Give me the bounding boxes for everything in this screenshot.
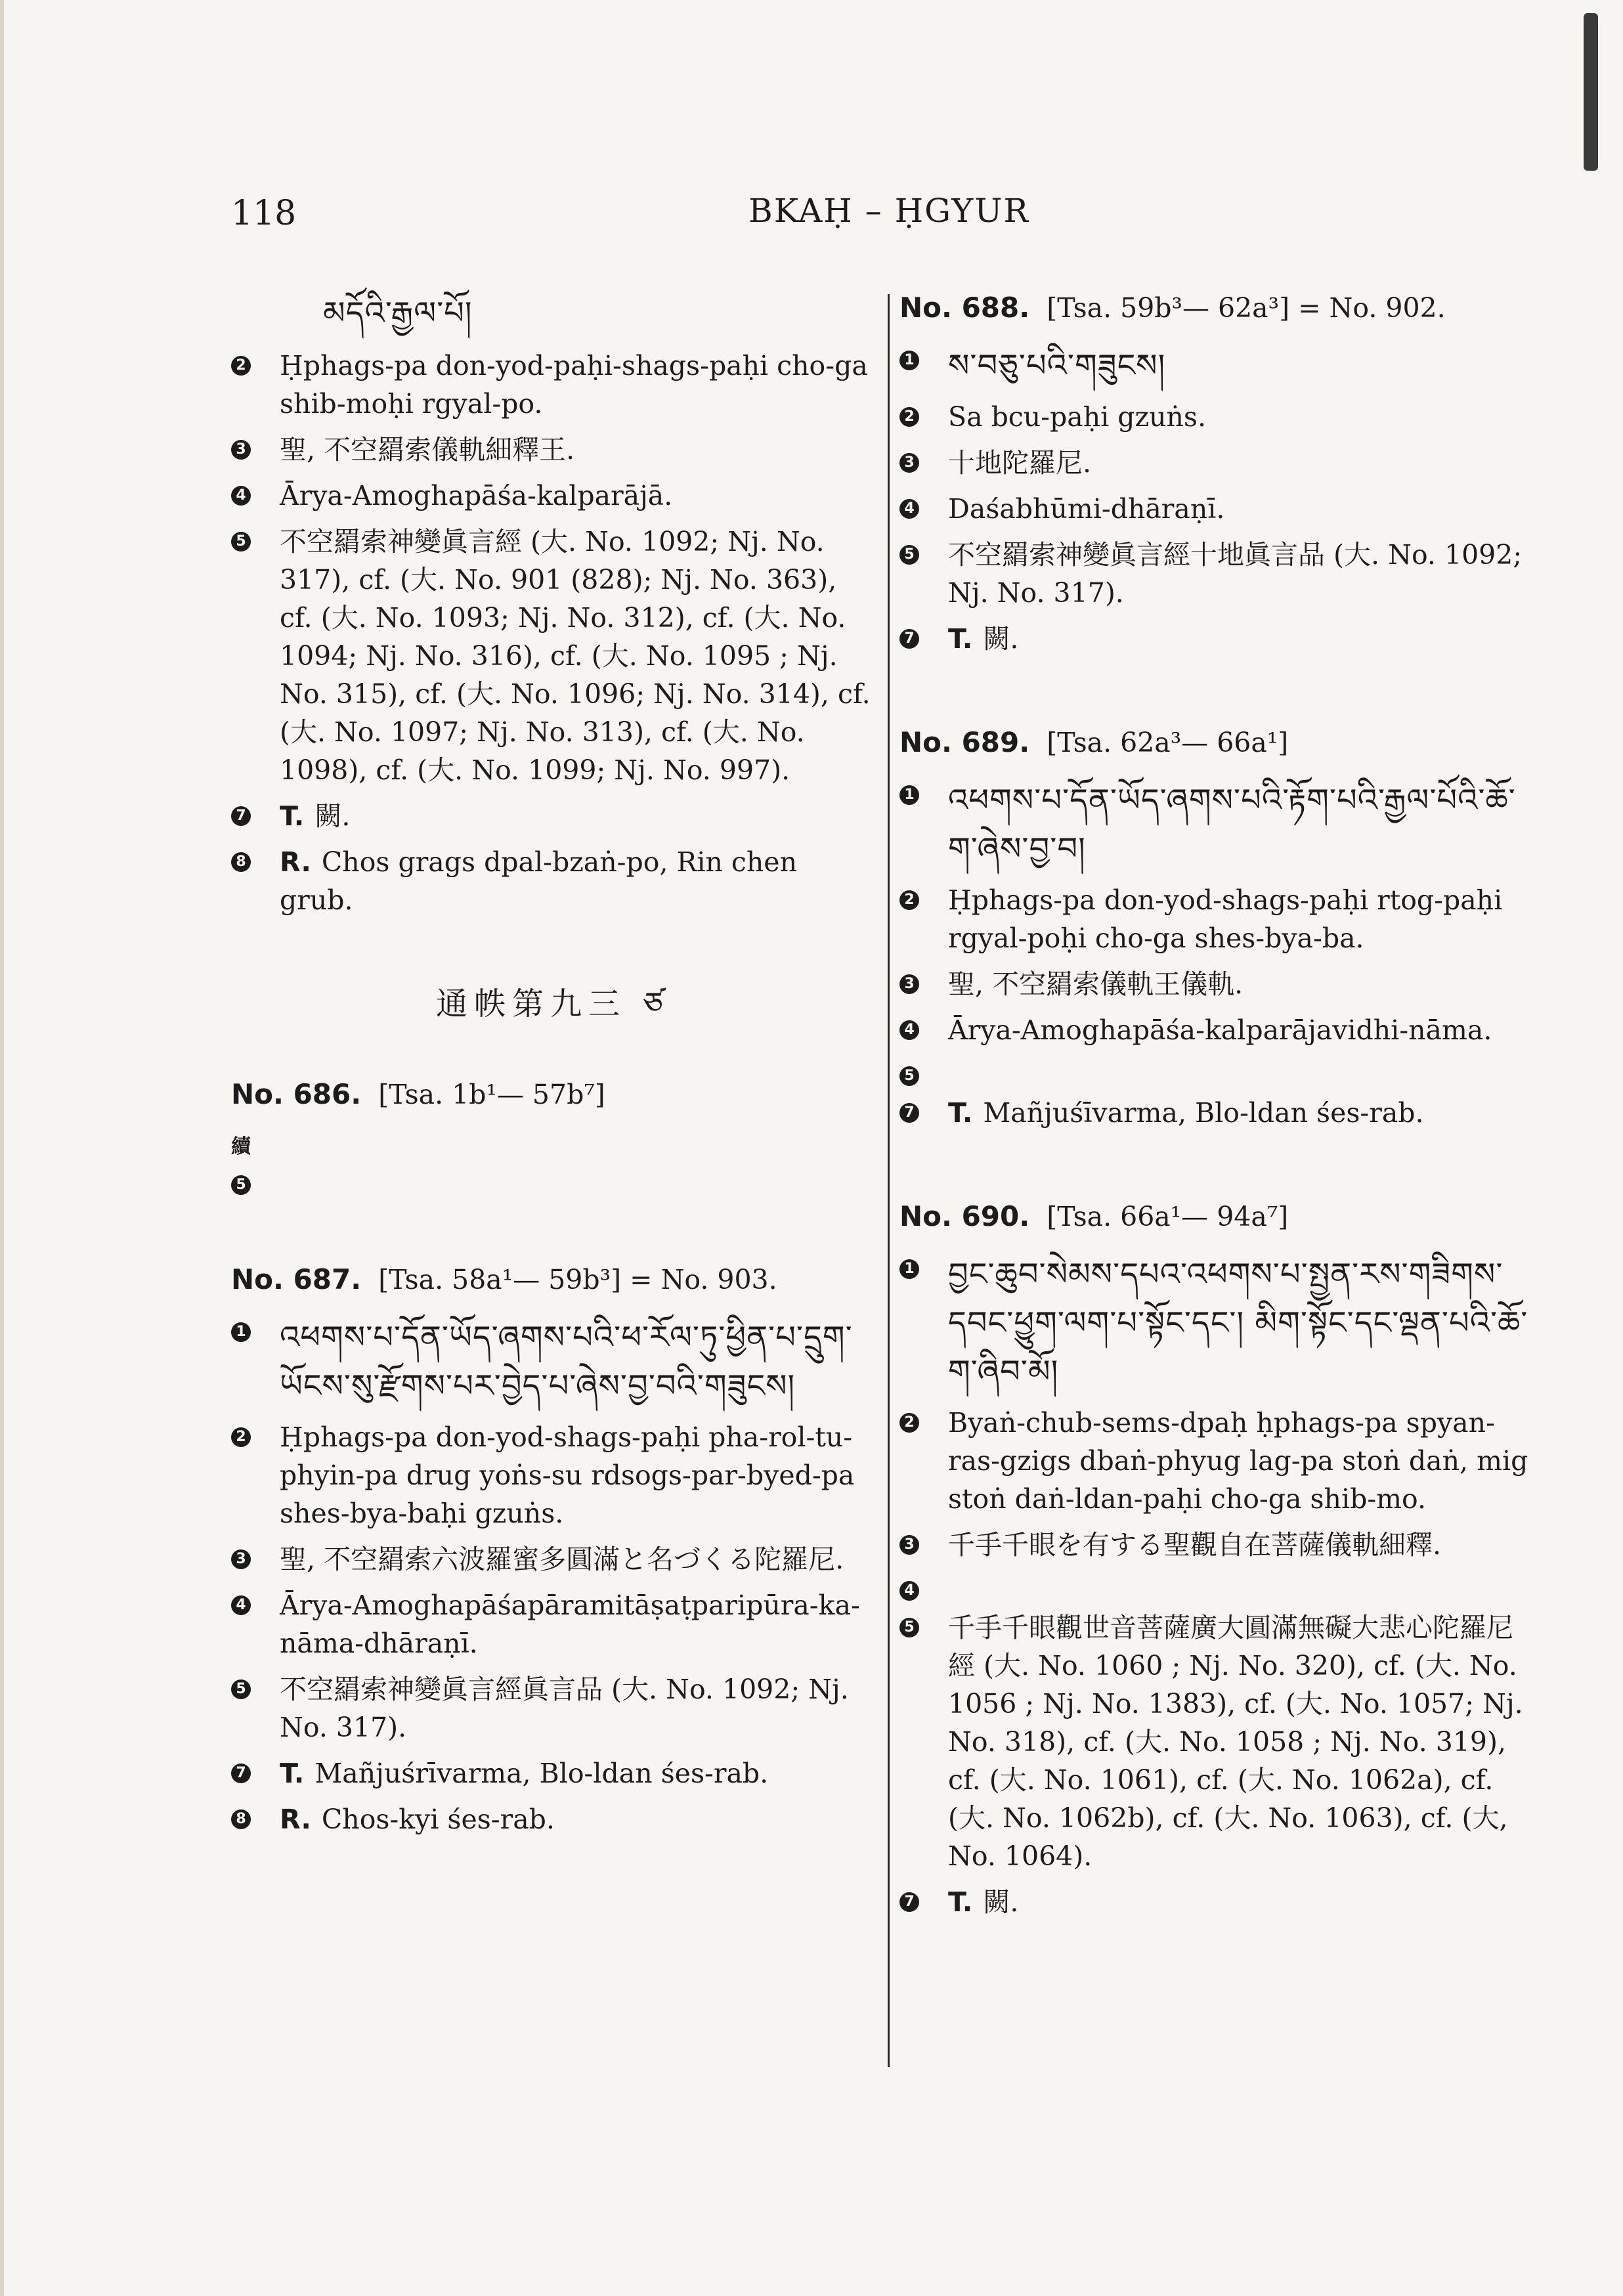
item-text [948, 776, 1530, 873]
role-label: T. [948, 1097, 973, 1129]
entry-item [899, 398, 1530, 436]
entry-item [231, 477, 875, 515]
item-number-badge: 3 [899, 974, 919, 994]
item-text [280, 347, 875, 423]
entry-reference: [Tsa. 1b¹— 57b⁷] [378, 1079, 605, 1110]
entry-item [899, 1011, 1530, 1049]
entry-item [899, 776, 1530, 873]
entry-header [231, 1261, 875, 1299]
item-content: Ḥphags-pa don-yod-shags-paḥi rtog-paḥi rgyal-poḥi cho-ga shes-bya-ba. [948, 884, 1503, 954]
entry-item [231, 1670, 875, 1746]
entry-item [231, 1418, 875, 1532]
entry-number: No. 687. [231, 1263, 362, 1295]
section-heading: 通帙第九三 ཙ [436, 986, 670, 1022]
item-content: Chos grags dpal-bzaṅ-po, Rin chen grub. [280, 846, 797, 916]
item-number-badge: 7 [231, 1764, 251, 1783]
item-text [948, 965, 1530, 1003]
item-text [948, 1094, 1530, 1132]
entry-685-continued [231, 347, 875, 919]
item-content: Mañjuśrīvarma, Blo-ldan śes-rab. [314, 1758, 769, 1789]
item-content: 聖, 不空羂索儀軌細釋王. [280, 434, 575, 466]
entry-number: No. 690. [899, 1200, 1030, 1232]
role-label: R. [280, 846, 311, 878]
item-text [280, 1800, 875, 1838]
entry-item [899, 341, 1530, 390]
entry-item [899, 1057, 1530, 1086]
item-text [280, 1313, 875, 1410]
item-content: 不空羂索神變眞言經 (大. No. 1092; Nj. No. 317), cf. (大. No. 901 (828); Nj. No. 363), cf. (大. No. 1093; Nj. No. 312), cf. (大. No. 1094; Nj. No. 316), cf. (大. No. 1095 ; Nj. No. 315), cf. (大. No. 1096; Nj. No. 314), cf. (大. No. 1097; Nj. No. 313), cf. (大. No. 1098), cf. (大. No. 1099; Nj. No. 997). [280, 526, 871, 786]
item-text [280, 1418, 875, 1532]
item-number-badge: 5 [231, 1679, 251, 1699]
entry-number: No. 686. [231, 1078, 362, 1110]
item-text [280, 431, 875, 469]
item-content: བྱང་ཆུབ་སེམས་དཔའ་འཕགས་པ་སྤྱན་རས་གཟིགས་དབང་ཕྱུག་ལག་པ་སྟོང་དང༌། མིག་སྟོང་དང་ལྡན་པའི་ཆོ་ག་ཞིབ་མོ། [948, 1256, 1528, 1390]
entry-number: No. 688. [899, 292, 1030, 324]
entry-688 [899, 289, 1530, 658]
entry-689 [899, 724, 1530, 1132]
item-number-badge: 4 [231, 1595, 251, 1615]
column-rule [888, 294, 890, 2067]
item-content: Byaṅ-chub-sems-dpaḥ ḥphags-pa spyan-ras-gzigs dbaṅ-phyug lag-pa stoṅ daṅ, mig stoṅ daṅ-ldan-paḥi cho-ga shib-mo. [948, 1407, 1528, 1515]
item-text [948, 444, 1530, 482]
item-number-badge: 3 [899, 1535, 919, 1555]
item-content: 闕. [983, 1886, 1019, 1918]
item-content: Ārya-Amoghapāśa-kalparājā. [280, 480, 673, 511]
item-number-badge: 1 [899, 351, 919, 370]
item-content: 不空羂索神變眞言經眞言品 (大. No. 1092; Nj. No. 317). [280, 1674, 849, 1743]
item-number-badge: 4 [899, 1581, 919, 1601]
entry-item [899, 1609, 1530, 1875]
entry-item [899, 1883, 1530, 1921]
entry-header [231, 1075, 875, 1114]
item-content: ས་བཅུ་པའི་གཟུངས། [948, 347, 1166, 384]
entry-items [899, 776, 1530, 1132]
entry-item [899, 1250, 1530, 1396]
entry-690 [899, 1198, 1530, 1921]
item-number-badge: 5 [899, 1618, 919, 1637]
item-content: 十地陀羅尼. [948, 447, 1092, 479]
item-text [280, 1754, 875, 1792]
item-content: 聖, 不空羂索儀軌王儀軌. [948, 968, 1244, 1000]
entry-item [231, 523, 875, 789]
item-text [280, 1586, 875, 1662]
item-text [948, 1883, 1530, 1921]
entry-item [231, 1800, 875, 1838]
entry-687 [231, 1261, 875, 1838]
page-number: 118 [231, 194, 297, 233]
item-number-badge: 3 [231, 1549, 251, 1569]
item-number-badge: 5 [231, 1175, 251, 1195]
entry-item [899, 1526, 1530, 1564]
item-number-badge: 3 [899, 453, 919, 473]
item-text [948, 490, 1530, 528]
item-content: Ḥphags-pa don-yod-shags-paḥi pha-rol-tu-phyin-pa drug yoṅs-su rdsogs-par-byed-pa shes-bya-baḥi gzuṅs. [280, 1421, 855, 1529]
item-text [280, 1670, 875, 1746]
entry-reference: [Tsa. 59b³— 62a³] = No. 902. [1047, 292, 1446, 324]
item-content: Chos-kyi śes-rab. [321, 1804, 555, 1835]
item-number-badge: 3 [231, 440, 251, 460]
entry-number: No. 689. [899, 726, 1030, 758]
item-content: Sa bcu-paḥi gzuṅs. [948, 401, 1207, 433]
entry-item [231, 431, 875, 469]
item-number-badge: 7 [899, 629, 919, 649]
item-text [948, 1404, 1530, 1518]
item-number-badge: 7 [899, 1892, 919, 1912]
item-text [280, 523, 875, 789]
item-text [280, 477, 875, 515]
entry-item [231, 1166, 875, 1195]
item-number-badge: 2 [899, 407, 919, 427]
item-content: འཕགས་པ་དོན་ཡོད་ཞགས་པའི་ཕ་རོལ་ཏུ་ཕྱིན་པ་དྲུག་ཡོངས་སུ་རྫོགས་པར་བྱེད་པ་ཞེས་བྱ་བའི་གཟུངས། [280, 1319, 853, 1404]
entry-item [231, 1586, 875, 1662]
entry-reference: [Tsa. 62a³— 66a¹] [1047, 727, 1289, 758]
continued-tibetan-title: མདོའི་རྒྱལ་པོ། [323, 295, 473, 332]
item-number-badge: 1 [899, 785, 919, 805]
entry-items [231, 1313, 875, 1838]
item-number-badge: 2 [231, 356, 251, 376]
item-number-badge: 7 [899, 1103, 919, 1123]
item-number-badge: 8 [231, 852, 251, 872]
item-number-badge: 2 [231, 1427, 251, 1447]
item-content: Ḥphags-pa don-yod-paḥi-shags-paḥi cho-ga shib-moḥi rgyal-po. [280, 350, 868, 420]
entry-item [231, 1540, 875, 1578]
role-label: T. [280, 1758, 305, 1789]
entry-item [231, 347, 875, 423]
role-label: T. [948, 1886, 973, 1918]
item-content: 不空羂索神變眞言經十地眞言品 (大. No. 1092; Nj. No. 317). [948, 539, 1523, 609]
entry-item [899, 490, 1530, 528]
role-label: R. [280, 1804, 311, 1835]
entry-header [899, 724, 1530, 762]
item-content: Ārya-Amoghapāśa-kalparājavidhi-nāma. [948, 1014, 1492, 1046]
item-number-badge: 5 [899, 545, 919, 565]
running-head: BKAḤ – ḤGYUR [748, 192, 1030, 230]
entry-item [231, 797, 875, 835]
item-text [948, 1609, 1530, 1875]
item-content: 闕. [314, 800, 351, 832]
item-content: 聖, 不空羂索六波羅蜜多圓滿と名づくる陀羅尼. [280, 1544, 844, 1575]
item-number-badge: 2 [899, 890, 919, 910]
item-content: Mañjuśīvarma, Blo-ldan śes-rab. [983, 1097, 1424, 1129]
role-label: T. [948, 623, 973, 655]
entry-items [231, 1166, 875, 1195]
entry-item [899, 965, 1530, 1003]
role-label: T. [280, 800, 305, 832]
entry-686 [231, 1075, 875, 1195]
entry-item [899, 444, 1530, 482]
continued-mark: 續 [231, 1135, 251, 1158]
item-text [948, 341, 1530, 390]
item-text [280, 1540, 875, 1578]
item-text [948, 620, 1530, 658]
item-number-badge: 1 [899, 1259, 919, 1279]
entry-item [899, 881, 1530, 957]
item-content: འཕགས་པ་དོན་ཡོད་ཞགས་པའི་རྟོག་པའི་རྒྱལ་པོའི་ཆོ་ག་ཞེས་བྱ་བ། [948, 782, 1516, 867]
item-text [948, 881, 1530, 957]
entry-reference: [Tsa. 66a¹— 94a⁷] [1047, 1201, 1289, 1232]
item-content: Daśabhūmi-dhāraṇī. [948, 493, 1225, 525]
item-number-badge: 7 [231, 806, 251, 826]
entry-item [899, 1404, 1530, 1518]
entry-items [899, 1250, 1530, 1921]
page-edge [0, 0, 4, 2296]
item-text [948, 398, 1530, 436]
entry-header [899, 289, 1530, 327]
item-text [280, 843, 875, 919]
item-number-badge: 4 [231, 486, 251, 506]
item-number-badge: 4 [899, 1020, 919, 1040]
left-column [231, 289, 875, 1904]
item-number-badge: 4 [899, 499, 919, 519]
item-text [280, 797, 875, 835]
entry-item [231, 843, 875, 919]
item-content: Ārya-Amoghapāśapāramitāṣaṭparipūra-ka-nāma-dhāraṇī. [280, 1590, 860, 1659]
right-column [899, 289, 1530, 1987]
entry-item [231, 1313, 875, 1410]
item-number-badge: 5 [899, 1066, 919, 1086]
item-number-badge: 2 [899, 1413, 919, 1433]
item-text [948, 536, 1530, 612]
entry-item [899, 536, 1530, 612]
entry-item [899, 1572, 1530, 1601]
item-content: 千手千眼觀世音菩薩廣大圓滿無礙大悲心陀羅尼經 (大. No. 1060 ; Nj. No. 320), cf. (大. No. 1056 ; Nj. No. 1383), cf. (大. No. 1057; Nj. No. 318), cf. (大. No. 1058 ; Nj. No. 319), cf. (大. No. 1061), cf. (大. No. 1062a), cf. (大. No. 1062b), cf. (大. No. 1063), cf. (大, No. 1064). [948, 1612, 1523, 1872]
item-text [948, 1011, 1530, 1049]
entry-reference: [Tsa. 58a¹— 59b³] = No. 903. [378, 1264, 777, 1295]
item-text [948, 1250, 1530, 1396]
item-number-badge: 5 [231, 532, 251, 552]
binding-mark [1584, 13, 1598, 171]
item-number-badge: 8 [231, 1809, 251, 1829]
item-content: 闕. [983, 623, 1019, 655]
entry-item [231, 1754, 875, 1792]
item-number-badge: 1 [231, 1322, 251, 1342]
entry-item [899, 620, 1530, 658]
item-content: 千手千眼を有する聖觀自在菩薩儀軌細釋. [948, 1529, 1442, 1561]
entry-items [899, 341, 1530, 658]
item-text [948, 1526, 1530, 1564]
entry-header [899, 1198, 1530, 1236]
entry-item [899, 1094, 1530, 1132]
